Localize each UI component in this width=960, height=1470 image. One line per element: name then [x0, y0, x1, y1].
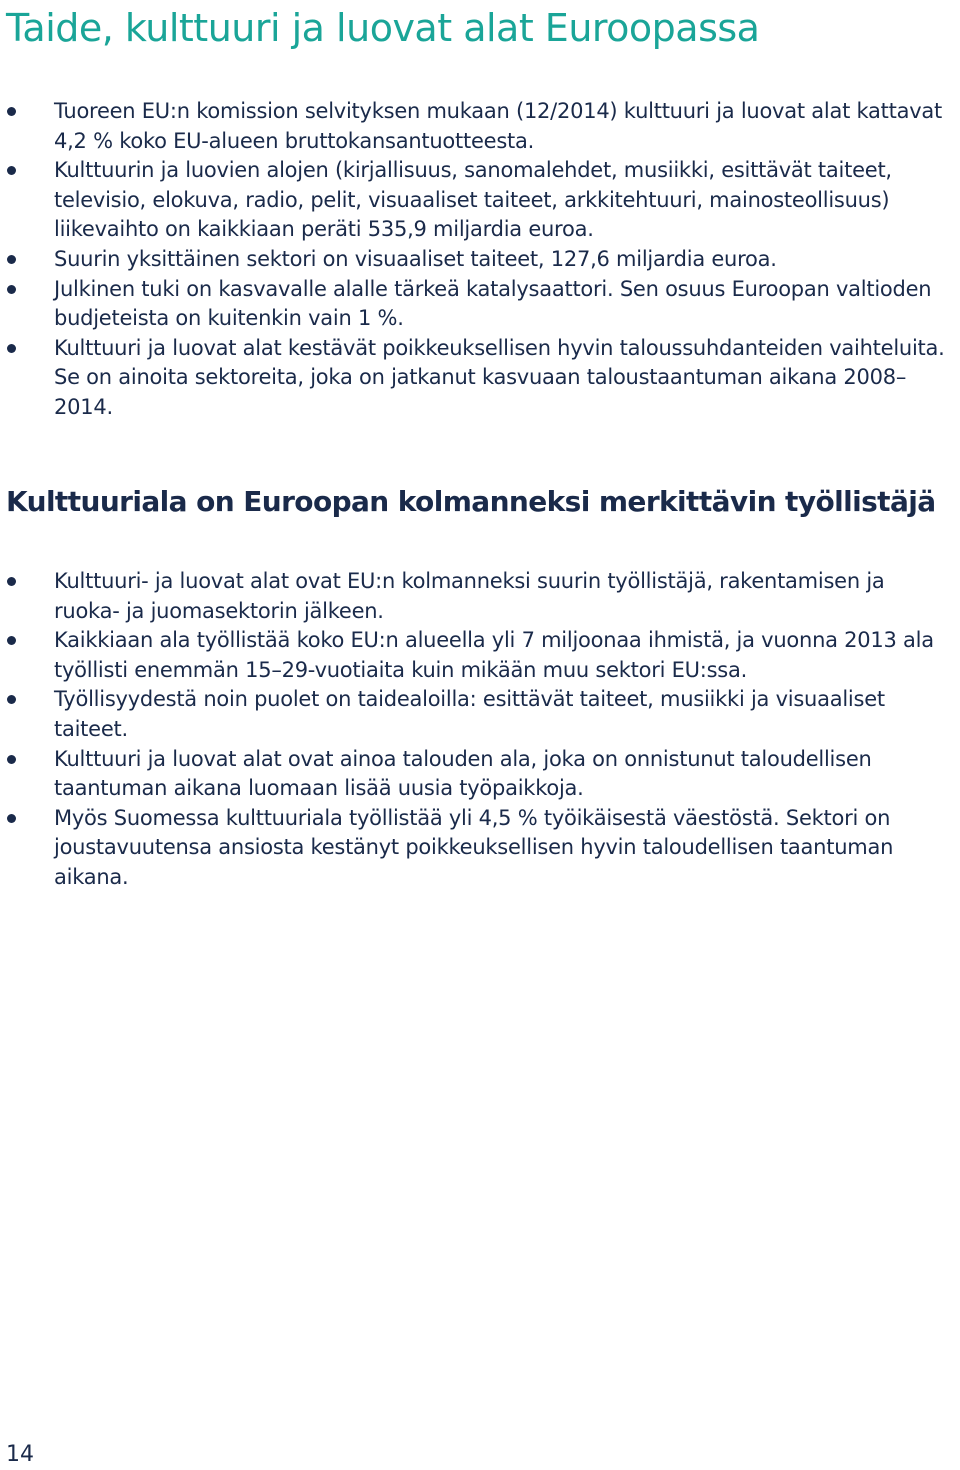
bullet-item	[0, 275, 960, 334]
bullet-text: Myös Suomessa kulttuuriala työllistää yli 4,5 % työikäisestä väestöstä. Sektori on joustavuutensa ansiosta kestänyt poikkeuksellisen hyvin taloudellisen taantuman aikana.	[54, 805, 894, 889]
bullet-dot-icon	[7, 636, 16, 645]
bullet-item	[0, 245, 960, 275]
bullet-text: Suurin yksittäinen sektori on visuaaliset taiteet, 127,6 miljardia euroa.	[54, 246, 777, 271]
bullet-dot-icon	[7, 285, 16, 294]
bullet-text: Tuoreen EU:n komission selvityksen mukaan (12/2014) kulttuuri ja luovat alat kattavat 4,2 % koko EU-alueen bruttokansantuotteesta.	[54, 99, 943, 153]
bullet-item	[0, 745, 960, 804]
intro-bullet-list	[0, 97, 960, 423]
bullet-item	[0, 804, 960, 893]
page-number: 14	[6, 1442, 34, 1467]
bullet-text: Julkinen tuki on kasvavalle alalle tärkeä katalysaattori. Sen osuus Euroopan valtioden budjeteista on kuitenkin vain 1 %.	[54, 276, 932, 331]
bullet-dot-icon	[7, 814, 16, 823]
bullet-text: Kaikkiaan ala työllistää koko EU:n alueella yli 7 miljoonaa ihmistä, ja vuonna 2013 ala työllisti enemmän 15–29-vuotiaita kuin mikään muu sektori EU:ssa.	[54, 628, 934, 682]
bullet-text: Kulttuuri ja luovat alat kestävät poikkeuksellisen hyvin taloussuhdanteiden vaihteluita. Se on ainoita sektoreita, joka on jatkanut kasvuaan taloustaantuman aikana 2008–2014.	[54, 335, 945, 419]
bullet-item	[0, 334, 960, 423]
bullet-dot-icon	[7, 695, 16, 704]
bullet-dot-icon	[7, 755, 16, 764]
bullet-item	[0, 626, 960, 685]
bullet-text: Kulttuuri ja luovat alat ovat ainoa talouden ala, joka on onnistunut taloudellisen taantuman aikana luomaan lisää uusia työpaikkoja.	[54, 746, 872, 801]
bullet-dot-icon	[7, 255, 16, 264]
bullet-item	[0, 156, 960, 245]
bullet-dot-icon	[7, 166, 16, 175]
bullet-text: Kulttuurin ja luovien alojen (kirjallisuus, sanomalehdet, musiikki, esittävät taiteet, televisio, elokuva, radio, pelit, visuaaliset taiteet, arkkitehtuuri, mainosteollisuus) liikevaihto on kaikkiaan peräti 535,9 miljardia euroa.	[54, 158, 892, 242]
bullet-text: Kulttuuri- ja luovat alat ovat EU:n kolmanneksi suurin työllistäjä, rakentamisen ja ruoka- ja juomasektorin jälkeen.	[54, 569, 885, 623]
bullet-item	[0, 685, 960, 744]
bullet-dot-icon	[7, 577, 16, 586]
bullet-item	[0, 567, 960, 626]
employment-bullet-list	[0, 567, 960, 893]
bullet-dot-icon	[7, 107, 16, 116]
bullet-dot-icon	[7, 344, 16, 353]
page-title: Taide, kulttuuri ja luovat alat Euroopassa	[6, 6, 760, 50]
bullet-text: Työllisyydestä noin puolet on taidealoilla: esittävät taiteet, musiikki ja visuaaliset taiteet.	[54, 687, 885, 741]
bullet-item	[0, 97, 960, 156]
section-heading: Kulttuuriala on Euroopan kolmanneksi merkittävin työllistäjä	[6, 485, 936, 518]
